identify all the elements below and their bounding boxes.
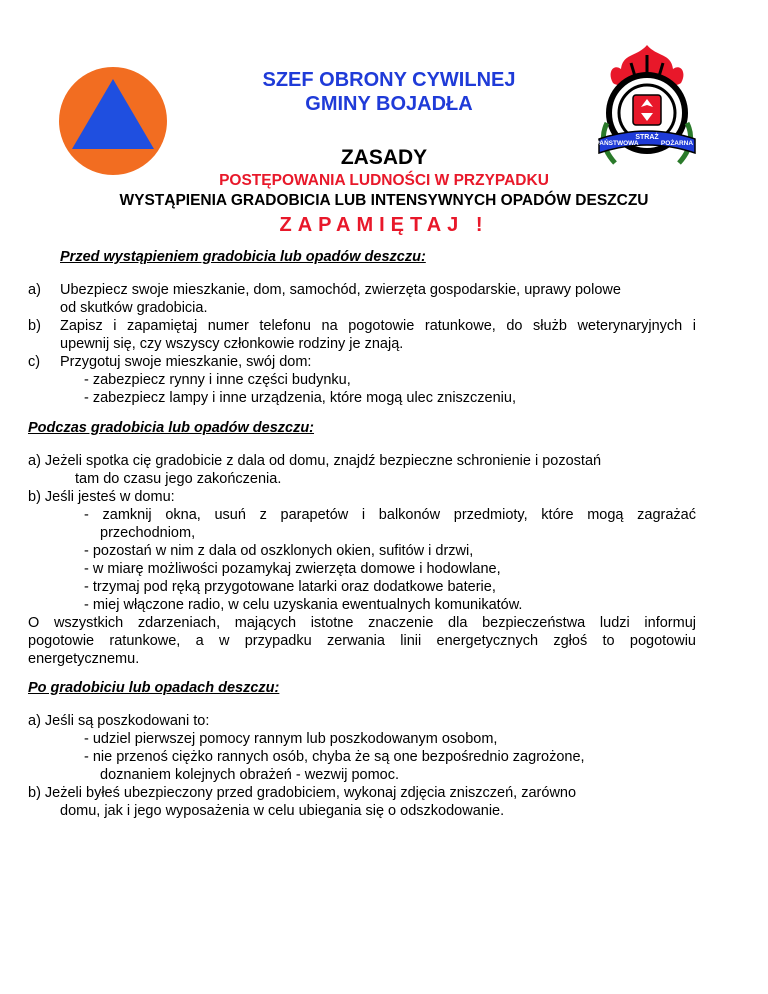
during-a-line2: tam do czasu jego zakończenia. [75,471,282,487]
before-a-label: a) [28,282,41,298]
badge-left-text: PAŃSTWOWA [595,140,639,147]
before-c-line1: Przygotuj swoje mieszkanie, swój dom: [60,354,312,370]
before-c-label: c) [28,354,41,370]
before-b-line2: upewnij się, czy wszyscy członkowie rodziny je znają. [60,336,404,352]
section-after-heading: Po gradobiciu lub opadach deszczu: [28,680,280,696]
during-b-item1-line2: przechodniom, [100,525,196,541]
badge-mid-text: STRAŻ [635,134,659,141]
after-a-item1: - udziel pierwszej pomocy rannym lub poszkodowanym osobom, [84,731,498,747]
during-b-line1: b) Jeśli jesteś w domu: [28,489,175,505]
during-b-item3: - w miarę możliwości pozamykaj zwierzęta domowe i hodowlane, [84,561,501,577]
after-b-line2: domu, jak i jego wyposażenia w celu ubiegania się o odszkodowanie. [60,803,505,819]
badge-right-text: POŻARNA [660,140,694,147]
during-final-line1: O wszystkich zdarzeniach, mających istotne znaczenie dla bezpieczeństwa ludzi informuj [28,615,696,631]
after-a-item2-line2: doznaniem kolejnych obrażeń - wezwij pomoc. [100,767,400,783]
during-final-line3: energetycznemu. [28,651,140,667]
after-a-item2-line1: - nie przenoś ciężko rannych osób, chyba że są one bezpośrednio zagrożone, [84,749,585,765]
after-a-line1: a) Jeśli są poszkodowani to: [28,713,210,729]
during-b-item4: - trzymaj pod ręką przygotowane latarki oraz dodatkowe baterie, [84,579,496,595]
section-before-heading: Przed wystąpieniem gradobicia lub opadów deszczu: [60,249,426,265]
before-a-line1: Ubezpiecz swoje mieszkanie, dom, samochód, zwierzęta gospodarskie, uprawy polowe [60,282,621,298]
section-during-heading: Podczas gradobicia lub opadów deszczu: [28,420,315,436]
remember-banner: ZAPAMIĘTAJ ! [279,214,489,236]
before-b-line1: Zapisz i zapamiętaj numer telefonu na pogotowie ratunkowe, do służb weterynaryjnych i [60,318,696,334]
during-b-item5: - miej włączone radio, w celu uzyskania ewentualnych komunikatów. [84,597,523,613]
before-c-line3: - zabezpiecz lampy i inne urządzenia, które mogą ulec zniszczeniu, [84,390,516,406]
header-line-1: SZEF OBRONY CYWILNEJ [262,69,516,91]
document-title: ZASADY [340,146,428,169]
during-final-line2: pogotowie ratunkowe, a w przypadku zerwania linii energetycznych zgłoś to pogotowiu [28,633,696,649]
header-line-2: GMINY BOJADŁA [305,93,473,115]
before-a-line2: od skutków gradobicia. [60,300,208,316]
after-b-line1: b) Jeżeli byłeś ubezpieczony przed gradobiciem, wykonaj zdjęcia zniszczeń, zarówno [28,785,577,801]
subtitle-red: POSTĘPOWANIA LUDNOŚCI W PRZYPADKU [219,172,549,189]
during-a-line1: a) Jeżeli spotka cię gradobicie z dala od domu, znajdź bezpieczne schronienie i pozostań [28,453,602,469]
before-b-label: b) [28,318,41,334]
during-b-item2: - pozostań w nim z dala od oszklonych okien, sufitów i drzwi, [84,543,474,559]
subtitle-black: WYSTĄPIENIA GRADOBICIA LUB INTENSYWNYCH OPADÓW DESZCZU [119,192,649,209]
during-b-item1-line1: - zamknij okna, usuń z parapetów i balkonów przedmioty, które mogą zagrażać [84,507,696,523]
before-c-line2: - zabezpiecz rynny i inne części budynku, [84,372,351,388]
